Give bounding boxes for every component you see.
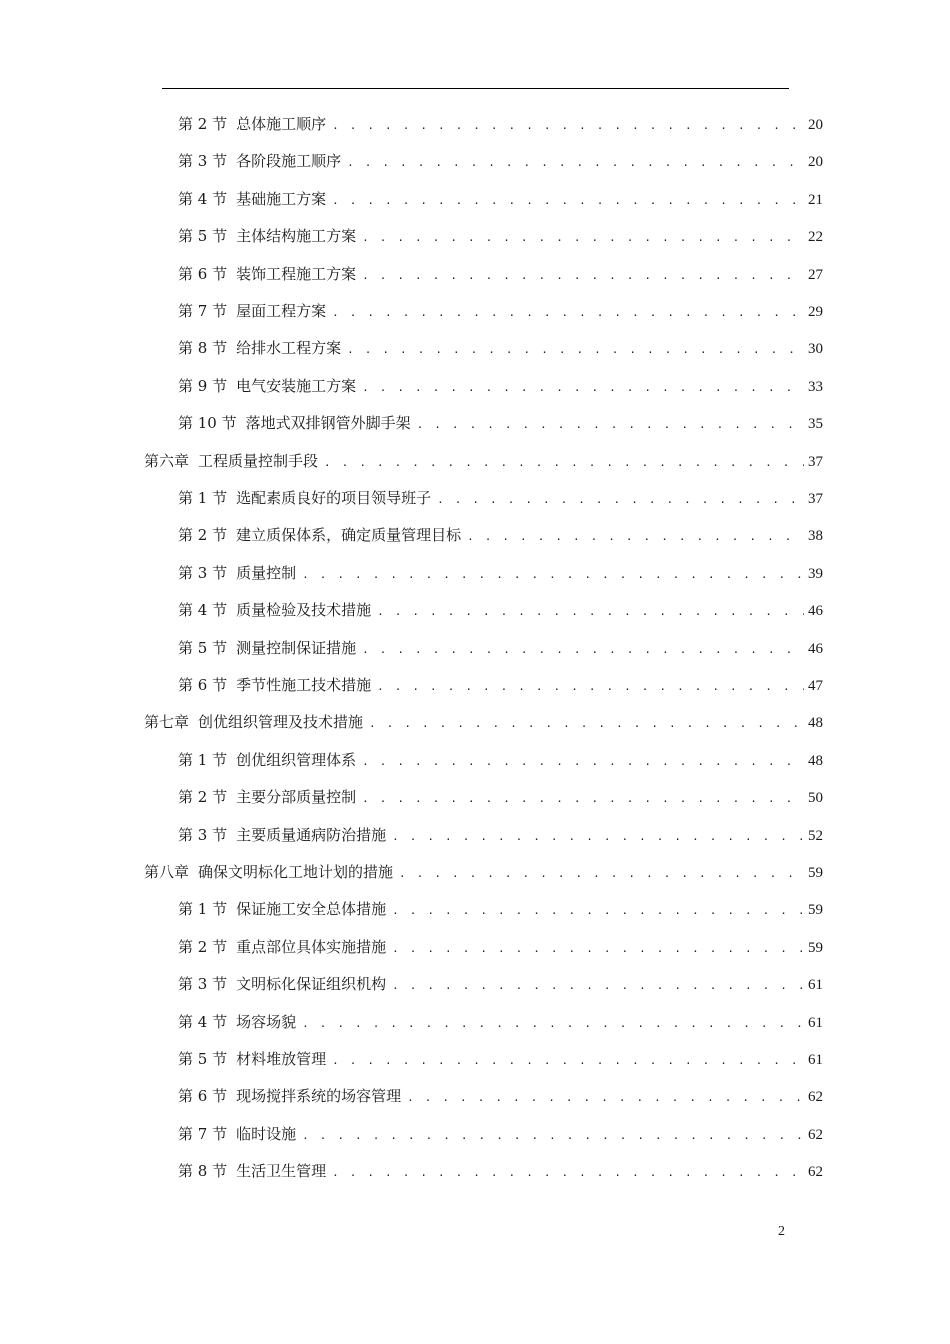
dot-leader: [332, 1160, 804, 1186]
entry-title: 生活卫生管理: [236, 1162, 327, 1181]
dot-leader: [407, 1085, 804, 1111]
entry-title: 季节性施工技术措施: [236, 676, 372, 694]
dot-leader: [377, 674, 804, 700]
entry-page-number: 48: [808, 752, 823, 769]
toc-section-entry[interactable]: [178, 410, 823, 436]
toc-section-entry[interactable]: [178, 223, 823, 249]
toc-section-entry[interactable]: [178, 747, 823, 773]
toc-section-entry[interactable]: [178, 1009, 823, 1035]
entry-title: 主要质量通病防治措施: [236, 825, 387, 844]
dot-leader: [392, 936, 804, 962]
entry-number: 第八章: [144, 863, 190, 881]
entry-page-number: 62: [808, 1089, 823, 1106]
toc-section-entry[interactable]: [178, 335, 823, 361]
toc-chapter-entry[interactable]: [144, 709, 823, 735]
entry-title: 测量控制保证措施: [236, 638, 357, 657]
entry-number: 第 3 节: [178, 825, 228, 844]
toc-section-entry[interactable]: [178, 111, 823, 137]
page-number: 2: [778, 1224, 785, 1239]
dot-leader: [332, 1048, 804, 1074]
entry-number: 第 7 节: [178, 302, 228, 320]
dot-leader: [377, 599, 804, 625]
dot-leader: [347, 337, 804, 363]
entry-title: 落地式双排钢管外脚手架: [245, 414, 411, 433]
dot-leader: [332, 188, 804, 214]
entry-page-number: 61: [808, 977, 823, 994]
toc-section-entry[interactable]: [178, 186, 823, 212]
toc-section-entry[interactable]: [178, 784, 823, 810]
toc-section-entry[interactable]: [178, 1121, 823, 1147]
entry-title: 保证施工安全总体措施: [236, 900, 387, 919]
entry-number: 第六章: [144, 451, 190, 470]
entry-page-number: 20: [808, 117, 823, 133]
dot-leader: [302, 1011, 804, 1037]
toc-chapter-entry[interactable]: [144, 859, 823, 885]
entry-page-number: 46: [808, 640, 823, 657]
dot-leader: [332, 300, 804, 326]
header-rule: [162, 88, 789, 89]
entry-page-number: 59: [808, 865, 823, 881]
entry-page-number: 61: [808, 1052, 823, 1068]
entry-number: 第 1 节: [178, 489, 228, 507]
toc-section-entry[interactable]: [178, 485, 823, 511]
entry-title: 基础施工方案: [236, 189, 327, 208]
dot-leader: [362, 263, 804, 289]
dot-leader: [467, 524, 804, 550]
dot-leader: [362, 749, 804, 775]
toc-section-entry[interactable]: [178, 560, 823, 586]
entry-title: 主体结构施工方案: [236, 227, 357, 246]
entry-title: 场容场貌: [236, 1012, 297, 1031]
entry-title: 电气安装施工方案: [236, 376, 357, 395]
entry-page-number: 27: [808, 266, 823, 283]
entry-number: 第 7 节: [178, 1124, 228, 1143]
dot-leader: [369, 711, 804, 737]
dot-leader: [362, 375, 804, 401]
entry-number: 第 1 节: [178, 900, 228, 919]
entry-number: 第 3 节: [178, 152, 228, 171]
entry-page-number: 21: [808, 191, 823, 208]
toc-section-entry[interactable]: [178, 261, 823, 287]
dot-leader: [399, 861, 804, 887]
entry-title: 创优组织管理及技术措施: [198, 713, 364, 732]
entry-title: 总体施工顺序: [236, 115, 327, 133]
dot-leader: [362, 225, 804, 251]
entry-number: 第 5 节: [178, 638, 228, 657]
entry-page-number: 29: [808, 304, 823, 320]
dot-leader: [362, 637, 804, 663]
entry-number: 第 2 节: [178, 526, 228, 545]
toc-section-entry[interactable]: [178, 971, 823, 997]
entry-title: 确保文明标化工地计划的措施: [198, 863, 394, 881]
dot-leader: [347, 150, 804, 176]
entry-title: 创优组织管理体系: [236, 750, 357, 769]
toc-section-entry[interactable]: [178, 672, 823, 698]
dot-leader: [302, 562, 804, 588]
entry-page-number: 48: [808, 715, 823, 732]
dot-leader: [437, 487, 804, 513]
entry-title: 工程质量控制手段: [198, 451, 319, 470]
toc-section-entry[interactable]: [178, 298, 823, 324]
entry-page-number: 30: [808, 341, 823, 358]
toc-chapter-entry[interactable]: [144, 448, 823, 474]
toc-section-entry[interactable]: [178, 373, 823, 399]
entry-title: 选配素质良好的项目领导班子: [236, 489, 432, 507]
entry-number: 第 9 节: [178, 376, 228, 395]
entry-title: 屋面工程方案: [236, 302, 327, 320]
entry-page-number: 35: [808, 416, 823, 433]
entry-title: 材料堆放管理: [236, 1050, 327, 1068]
toc-section-entry[interactable]: [178, 635, 823, 661]
entry-title: 重点部位具体实施措施: [236, 937, 387, 956]
entry-title: 质量检验及技术措施: [236, 601, 372, 620]
entry-page-number: 20: [808, 154, 823, 171]
toc-section-entry[interactable]: [178, 822, 823, 848]
dot-leader: [332, 113, 804, 139]
entry-number: 第 10 节: [178, 414, 237, 433]
dot-leader: [362, 786, 804, 812]
entry-title: 装饰工程施工方案: [236, 264, 357, 283]
dot-leader: [324, 450, 804, 476]
dot-leader: [392, 898, 804, 924]
dot-leader: [392, 824, 804, 850]
entry-title: 建立质保体系，确定质量管理目标: [236, 526, 462, 545]
entry-title: 给排水工程方案: [236, 339, 342, 358]
entry-number: 第 6 节: [178, 264, 228, 283]
entry-title: 临时设施: [236, 1124, 297, 1143]
entry-page-number: 62: [808, 1164, 823, 1181]
entry-number: 第 5 节: [178, 1050, 228, 1068]
entry-number: 第 4 节: [178, 189, 228, 208]
entry-page-number: 39: [808, 565, 823, 582]
entry-page-number: 59: [808, 939, 823, 956]
entry-number: 第 1 节: [178, 750, 228, 769]
entry-number: 第 8 节: [178, 339, 228, 358]
entry-title: 文明标化保证组织机构: [236, 975, 387, 994]
entry-page-number: 37: [808, 453, 823, 470]
entry-number: 第 2 节: [178, 937, 228, 956]
entry-page-number: 62: [808, 1126, 823, 1143]
entry-page-number: 47: [808, 678, 823, 694]
toc-section-entry[interactable]: [178, 148, 823, 174]
entry-page-number: 37: [808, 491, 823, 507]
entry-page-number: 22: [808, 229, 823, 246]
entry-number: 第 4 节: [178, 601, 228, 620]
entry-number: 第 6 节: [178, 1087, 228, 1106]
entry-page-number: 50: [808, 790, 823, 807]
entry-title: 质量控制: [236, 563, 297, 582]
entry-number: 第 5 节: [178, 227, 228, 246]
entry-title: 各阶段施工顺序: [236, 152, 342, 171]
entry-number: 第 4 节: [178, 1012, 228, 1031]
toc-section-entry[interactable]: [178, 934, 823, 960]
entry-title: 现场搅拌系统的场容管理: [236, 1087, 402, 1106]
dot-leader: [302, 1123, 804, 1149]
entry-number: 第 8 节: [178, 1162, 228, 1181]
entry-number: 第 6 节: [178, 676, 228, 694]
toc-section-entry[interactable]: [178, 1046, 823, 1072]
entry-page-number: 59: [808, 902, 823, 919]
toc-section-entry[interactable]: [178, 896, 823, 922]
toc-section-entry[interactable]: [178, 1158, 823, 1184]
entry-page-number: 52: [808, 827, 823, 844]
entry-number: 第 3 节: [178, 563, 228, 582]
entry-title: 主要分部质量控制: [236, 788, 357, 807]
toc-section-entry[interactable]: [178, 597, 823, 623]
entry-page-number: 61: [808, 1014, 823, 1031]
entry-number: 第七章: [144, 713, 190, 732]
dot-leader: [392, 973, 804, 999]
entry-number: 第 3 节: [178, 975, 228, 994]
entry-number: 第 2 节: [178, 788, 228, 807]
entry-number: 第 2 节: [178, 115, 228, 133]
entry-page-number: 38: [808, 528, 823, 545]
entry-page-number: 46: [808, 603, 823, 620]
toc-section-entry[interactable]: [178, 1083, 823, 1109]
dot-leader: [417, 412, 804, 438]
entry-page-number: 33: [808, 378, 823, 395]
toc-section-entry[interactable]: [178, 522, 823, 548]
